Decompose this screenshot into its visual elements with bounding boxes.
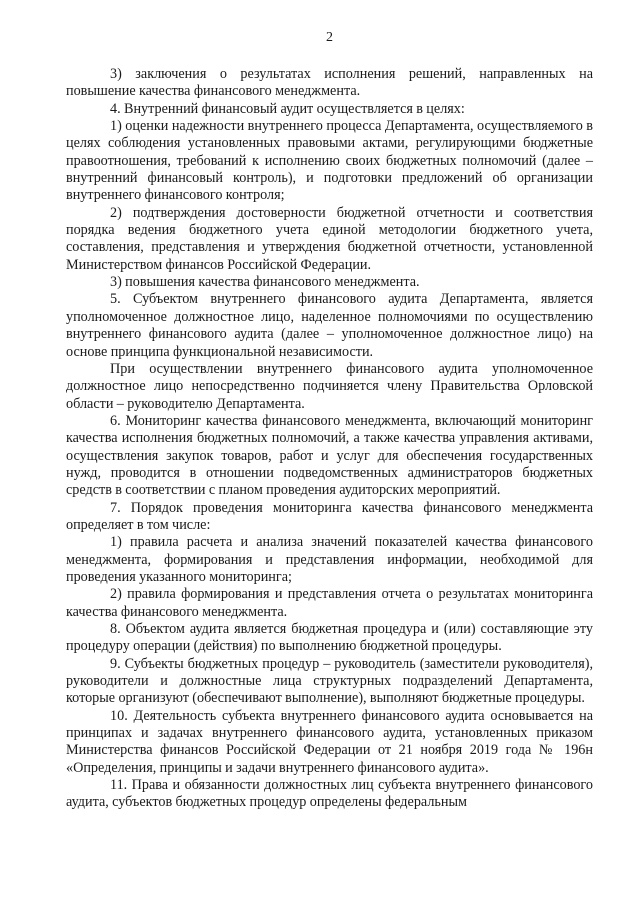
paragraph-3-conclusions: 3) заключения о результатах исполнения решений, направленных на повышение качества финансового менеджмента.: [66, 66, 593, 100]
paragraph-4-audit-goals: 4. Внутренний финансовый аудит осуществляется в целях:: [110, 100, 465, 117]
page-number: 2: [326, 30, 333, 45]
paragraph-7-2-report: 2) правила формирования и представления отчета о результатах мониторинга качества финансового менеджмента.: [66, 586, 593, 620]
paragraph-5-subject: 5. Субъектом внутреннего финансового аудита Департамента, является уполномоченное должностное лицо, наделенное полномочиями по осуществлению внутреннего финансового аудита (далее – уполномоченное должностное лицо) на основе принципа функциональной независимости.: [66, 291, 593, 360]
paragraph-4-3-quality: 3) повышения качества финансового менеджмента.: [110, 274, 420, 291]
paragraph-4-1-reliability: 1) оценки надежности внутреннего процесса Департамента, осуществляемого в целях соблюдения установленных правовыми актами, регулирующими бюджетные правоотношения, требований к исполнению своих бюджетных полномочий (далее – внутренний финансовый контроль), и подготовки предложений об организации внутреннего финансового контроля;: [66, 118, 593, 204]
paragraph-7-procedure: 7. Порядок проведения мониторинга качества финансового менеджмента определяет в том числе:: [66, 499, 593, 533]
paragraph-10-principles: 10. Деятельность субъекта внутреннего финансового аудита основывается на принципах и задачах внутреннего финансового аудита, установленных приказом Министерства финансов Российской Федерации от 21 ноября 2019 года № 196н «Определения, принципы и задачи внутреннего финансового аудита».: [66, 707, 593, 776]
paragraph-7-1-rules: 1) правила расчета и анализа значений показателей качества финансового менеджмента, формирования и представления информации, необходимой для проведения указанного мониторинга;: [66, 534, 593, 585]
paragraph-5-subordination: При осуществлении внутреннего финансового аудита уполномоченное должностное лицо непосредственно подчиняется члену Правительства Орловской области – руководителю Департамента.: [66, 360, 593, 412]
paragraph-9-subjects: 9. Субъекты бюджетных процедур – руководитель (заместители руководителя), руководители и должностные лица структурных подразделений Департамента, которые организуют (обеспечивают выполнение), выполняют бюджетные процедуры.: [66, 655, 593, 707]
paragraph-6-monitoring: 6. Мониторинг качества финансового менеджмента, включающий мониторинг качества исполнения бюджетных полномочий, а также качества управления активами, осуществления закупок товаров, работ и услуг для обеспечения государственных нужд, проводится в отношении подведомственных администраторов бюджетных средств в соответствии с планом проведения аудиторских мероприятий.: [66, 412, 593, 499]
paragraph-8-object: 8. Объектом аудита является бюджетная процедура и (или) составляющие эту процедуру операции (действия) по выполнению бюджетной процедуры.: [66, 621, 593, 655]
paragraph-4-2-reporting: 2) подтверждения достоверности бюджетной отчетности и соответствия порядка ведения бюджетного учета единой методологии бюджетного учета, составления, представления и утверждения бюджетной отчетности, установленной Министерством финансов Российской Федерации.: [66, 204, 593, 273]
paragraph-11-rights: 11. Права и обязанности должностных лиц субъекта внутреннего финансового аудита, субъектов бюджетных процедур определены федеральным: [66, 777, 593, 811]
